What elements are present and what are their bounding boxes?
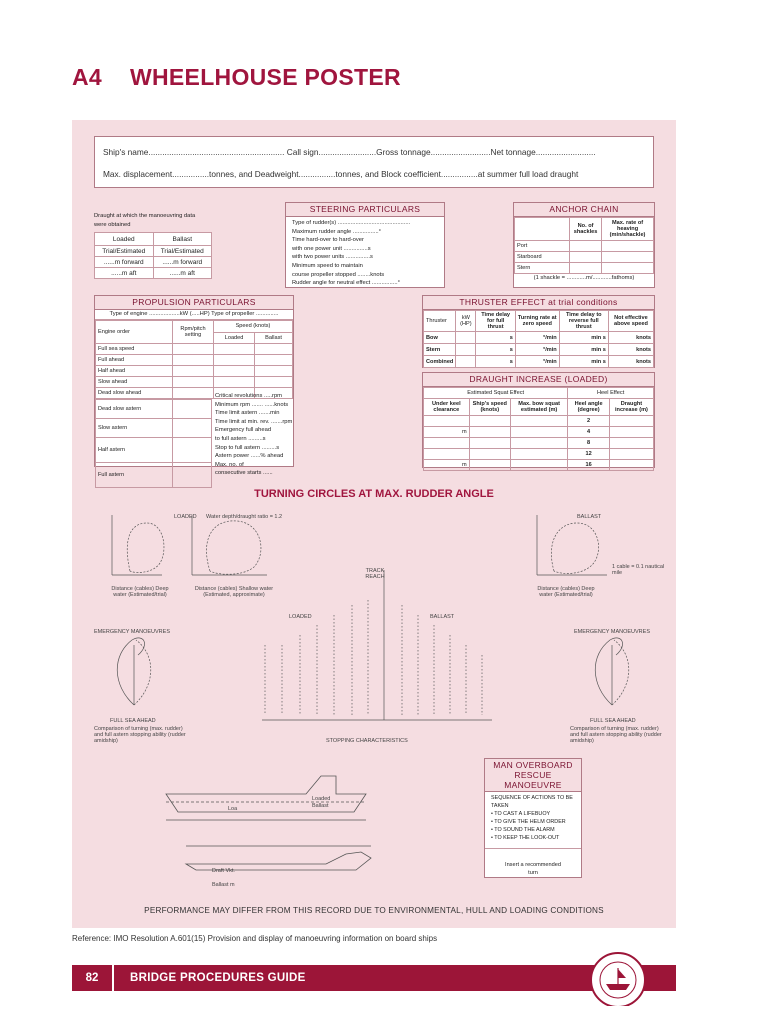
draught-header-ballast: Ballast [153, 233, 212, 246]
thruster-header: Time delay for full thrust [476, 311, 515, 332]
reference-note: Reference: IMO Resolution A.601(15) Provision and display of manoeuvring information on board ships [72, 934, 438, 943]
thruster-cell: s [476, 332, 515, 344]
section-title: WHEELHOUSE POSTER [130, 64, 401, 90]
ukc-unit: m [424, 460, 470, 471]
steering-line: with two power units ...............s [292, 254, 373, 261]
propulsion-type: Type of engine ...................kW (.....HP) Type of propeller .............. [95, 310, 293, 320]
water-depth-ratio: Water depth/draught ratio = 1.2 [206, 514, 283, 520]
thruster-cell: Combined [424, 356, 456, 368]
thruster-cell: s [476, 356, 515, 368]
di-header: Max. bow squat estimated (m) [510, 399, 567, 416]
draught-note: Draught at which the manoeuvring data were obtained [94, 213, 196, 228]
ship-info-box [94, 136, 654, 188]
thruster-cell: Stern [424, 344, 456, 356]
thruster-cell [456, 356, 476, 368]
thruster-header: kW (HP) [456, 311, 476, 332]
propulsion-note: Stop to full astern .........s [215, 444, 280, 451]
footer-title: BRIDGE PROCEDURES GUIDE [130, 972, 306, 984]
heel-angle: 8 [568, 438, 610, 449]
turning-circles-diagram [72, 505, 676, 745]
man-overboard-box [484, 758, 582, 878]
anchor-note: (1 shackle = ............m/............fathoms) [533, 275, 635, 281]
page-number: 82 [85, 972, 99, 984]
profile-draft: Draft Vkt. [212, 868, 235, 874]
di-header: Ship's speed (knots) [469, 399, 510, 416]
engine-row: Dead slow astern [96, 400, 173, 419]
draught-increase [422, 372, 655, 468]
thruster-cell: °/min [515, 332, 559, 344]
steering-line: Time hard-over to hard-over [292, 237, 364, 244]
engine-order-header: Engine order [96, 321, 173, 344]
mob-insert: Insert a recommended turn [485, 848, 581, 889]
propulsion-title: PROPULSION PARTICULARS [95, 296, 293, 310]
cable-note: 1 cable = 0.1 nautical mile [612, 564, 665, 576]
thruster-header: Not effective above speed [608, 311, 653, 332]
thruster-cell: Bow [424, 332, 456, 344]
shallow-caption: Distance (cables) Shallow water (Estimated, approximate) [194, 586, 274, 598]
heel-angle: 16 [568, 460, 610, 471]
footer-divider [112, 965, 114, 991]
ballast-caption: Distance (cables) Deep water (Estimated/trial) [537, 586, 595, 598]
propulsion-note: Time limit astern .......min [215, 410, 280, 417]
propulsion-note: Minimum rpm ....... ......knots [215, 401, 289, 408]
mob-action: • TO SOUND THE ALARM [491, 827, 555, 833]
heel-angle: 4 [568, 427, 610, 438]
engine-row: Full ahead [96, 355, 173, 366]
loaded-header: Loaded [214, 332, 255, 344]
steering-title: STEERING PARTICULARS [286, 203, 444, 217]
ship-line-2: Max. displacement................tonnes, and Deadweight................tonnes, and Block coefficient................at summer full load draught [103, 169, 579, 179]
comparison-loaded: Comparison of turning (max. rudder) and full astern stopping ability (rudder amidship) [94, 726, 186, 744]
thruster-cell: min s [559, 344, 608, 356]
full-sea-ahead-loaded: FULL SEA AHEAD [110, 718, 156, 724]
draught-cell: ......m forward [95, 257, 154, 268]
steering-line: Minimum speed to maintain [292, 262, 363, 269]
engine-row: Half ahead [96, 366, 173, 377]
comparison-ballast: Comparison of turning (max. rudder) and full astern stopping ability (rudder amidship) [570, 726, 662, 744]
squat-group: Estimated Squat Effect [424, 388, 568, 399]
thruster-title: THRUSTER EFFECT at trial conditions [423, 296, 654, 310]
thruster-cell [456, 344, 476, 356]
steering-line: with one power unit ...............s [292, 245, 371, 252]
steering-line: Rudder angle for neutral effect ................° [292, 280, 400, 287]
anchor-row: Stern [515, 263, 570, 274]
mob-sequence: SEQUENCE OF ACTIONS TO BE TAKEN [491, 795, 573, 809]
anchor-chain [513, 202, 655, 288]
thruster-cell: min s [559, 356, 608, 368]
turning-loaded-label: LOADED [174, 514, 197, 520]
mob-title-1: MAN OVERBOARD [493, 760, 573, 770]
engine-row: Slow ahead [96, 377, 173, 388]
emergency-ballast: EMERGENCY MANOEUVRES [574, 629, 650, 635]
thruster-cell: °/min [515, 344, 559, 356]
thruster-header: Thruster [424, 311, 456, 332]
ics-seal-logo [578, 950, 658, 1006]
steering-line: Type of rudder(s) ............................................. [292, 220, 411, 226]
thruster-cell [456, 332, 476, 344]
propulsion-particulars [94, 295, 294, 478]
turning-circles-title: TURNING CIRCLES AT MAX. RUDDER ANGLE [254, 488, 494, 500]
thruster-cell: knots [608, 356, 653, 368]
thruster-cell: s [476, 344, 515, 356]
draught-cell: ......m forward [153, 257, 212, 268]
draught-cell: ......m aft [95, 268, 154, 279]
rpm-header: Rpm/pitch setting [173, 321, 214, 344]
di-header: Draught increase (m) [609, 399, 653, 416]
page-title [72, 64, 401, 91]
deep-caption: Distance (cables) Deep water (Estimated/trial) [111, 586, 169, 598]
thruster-header: Turning rate at zero speed [515, 311, 559, 332]
anchor-row: Starboard [515, 252, 570, 263]
anchor-col-rate: Max. rate of heaving (min/shackle) [602, 218, 654, 241]
anchor-title: ANCHOR CHAIN [514, 203, 654, 217]
stopping-loaded: LOADED [289, 614, 312, 620]
propulsion-note: Time limit at min. rev. .......rpm [215, 418, 293, 425]
engine-row: Slow astern [96, 419, 173, 438]
mob-title-2: RESCUE MANOEUVRE [504, 770, 562, 790]
wheelhouse-poster [72, 120, 676, 928]
track-reach: TRACK REACH [365, 568, 385, 580]
thruster-effect [422, 295, 655, 368]
profile-ballast-m: Ballast m [212, 882, 235, 888]
draught-header-loaded: Loaded [95, 233, 154, 246]
full-sea-ahead-ballast: FULL SEA AHEAD [590, 718, 636, 724]
stopping-ballast: BALLAST [430, 614, 455, 620]
section-number: A4 [72, 64, 103, 90]
heel-angle: 12 [568, 449, 610, 460]
mob-action: • TO GIVE THE HELM ORDER [491, 819, 566, 825]
profile-loa: Loa [228, 806, 238, 812]
ship-profile-diagram [156, 754, 416, 884]
engine-row: Full astern [96, 463, 173, 488]
steering-particulars [285, 202, 445, 288]
profile-loaded: Loaded [312, 796, 331, 802]
steering-line: course propeller stopped ........knots [292, 271, 385, 278]
performance-note: PERFORMANCE MAY DIFFER FROM THIS RECORD DUE TO ENVIRONMENTAL, HULL AND LOADING CONDITIONS [144, 906, 604, 915]
engine-row: Full sea speed [96, 344, 173, 355]
propulsion-note: Emergency full ahead [215, 427, 272, 434]
speed-header: Speed (knots) [214, 321, 293, 333]
anchor-col-shackles: No. of shackles [570, 218, 602, 241]
draught-cell: ......m aft [153, 268, 212, 279]
thruster-header: Time delay to reverse full thrust [559, 311, 608, 332]
thruster-cell: knots [608, 344, 653, 356]
draught-sub-loaded: Trial/Estimated [95, 246, 154, 257]
ship-line-1: Ship's name........................................................... Call sign.........................Gross tonnage..........................Net tonnage.......................... [103, 147, 596, 157]
mob-action: • TO KEEP THE LOOK-OUT [491, 835, 560, 841]
propulsion-note: Astern power ......% ahead [215, 453, 284, 460]
stopping-title: STOPPING CHARACTERISTICS [326, 738, 408, 744]
thruster-cell: min s [559, 332, 608, 344]
ballast-header: Ballast [255, 332, 293, 344]
ukc-unit: m [424, 427, 470, 438]
profile-ballast: Ballast [312, 803, 329, 809]
engine-row: Dead slow ahead [96, 388, 173, 399]
di-header: Heel angle (degree) [568, 399, 610, 416]
turning-ballast-label: BALLAST [577, 514, 602, 520]
anchor-row: Port [515, 241, 570, 252]
heel-group: Heel Effect [568, 388, 654, 399]
mob-action: • TO CAST A LIFEBUOY [491, 811, 551, 817]
propulsion-note: to full astern .........s [215, 435, 266, 442]
propulsion-note: consecutive starts ...... [215, 470, 273, 477]
thruster-cell: knots [608, 332, 653, 344]
propulsion-note: Critical revolutions .....rpm [215, 393, 283, 399]
draught-table [94, 232, 212, 288]
thruster-cell: °/min [515, 356, 559, 368]
heel-angle: 2 [568, 416, 610, 427]
engine-row: Half astern [96, 438, 173, 463]
steering-line: Maximum rudder angle ................° [292, 228, 381, 235]
draught-sub-ballast: Trial/Estimated [153, 246, 212, 257]
di-header: Under keel clearance [424, 399, 470, 416]
draught-increase-title: DRAUGHT INCREASE (LOADED) [423, 373, 654, 387]
propulsion-note: Max. no. of [215, 461, 244, 468]
emergency-loaded: EMERGENCY MANOEUVRES [94, 629, 170, 635]
